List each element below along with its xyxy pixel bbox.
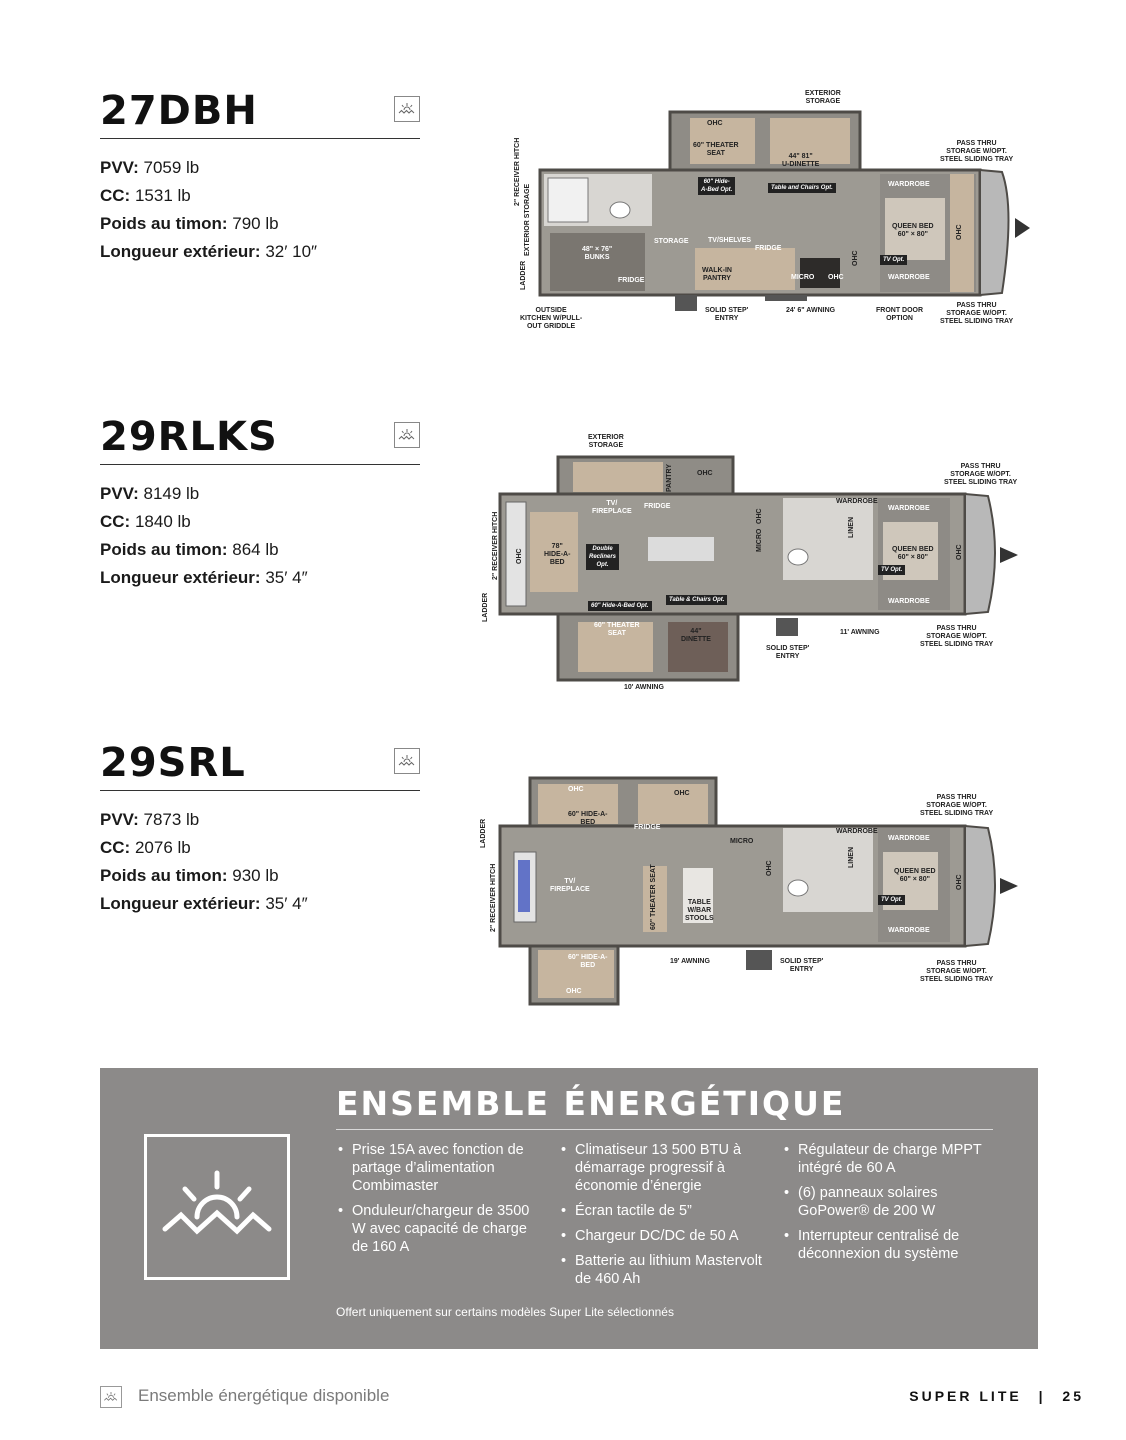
feature-column-1 [336, 1141, 546, 1263]
label-hide-a-bed-top: 60" HIDE-A- BED [568, 811, 608, 826]
label-tv-fireplace: TV/ FIREPLACE [550, 878, 590, 893]
model-title: 29SRL [100, 740, 246, 786]
label-wardrobe-a: WARDROBE [836, 828, 878, 835]
label-receiver-hitch: 2" RECEIVER HITCH [492, 511, 499, 580]
label-wardrobe-b: WARDROBE [888, 505, 930, 512]
floorplan-29srl [478, 772, 1040, 1012]
panel-footnote: Offert uniquement sur certains modèles Super Lite sélectionnés [336, 1305, 674, 1319]
label-ohc-top: OHC [697, 470, 713, 477]
footer-legend: Ensemble énergétique disponible [138, 1386, 390, 1405]
label-queen-bed: QUEEN BED 60" × 80" [892, 546, 934, 561]
label-linen: LINEN [848, 517, 855, 538]
panel-divider [336, 1129, 993, 1130]
label-walk-in-pantry: WALK-IN PANTRY [702, 267, 732, 282]
label-11-awning: 11' AWNING [840, 629, 880, 636]
label-bunks: 48" × 76" BUNKS [582, 246, 613, 261]
spec-gvwr: PVV: 7873 lb [100, 810, 200, 829]
label-ohc-front: OHC [956, 224, 963, 240]
feature-column-3 [782, 1141, 992, 1270]
label-solid-step-entry: SOLID STEP' ENTRY [780, 958, 824, 973]
label-pass-thru-bottom: PASS THRU STORAGE W/OPT. STEEL SLIDING TRAY [920, 960, 994, 983]
label-outside-kitchen: OUTSIDE KITCHEN W/PULL- OUT GRIDDLE [520, 307, 583, 330]
feature-item: • Écran tactile de 5” [559, 1202, 769, 1220]
label-dinette: 44" DINETTE [681, 628, 711, 643]
feature-item: • Interrupteur centralisé de déconnexion du système [782, 1227, 992, 1263]
label-awning: 24' 6" AWNING [786, 307, 836, 314]
label-hide-a-bed-bottom: 60" HIDE-A- BED [568, 954, 608, 969]
label-ladder: LADDER [480, 818, 487, 848]
label-hide-bed-opt: 60" Hide- A-Bed Opt. [698, 177, 735, 195]
page-number: 25 [1062, 1388, 1084, 1404]
spec-cc: CC: 1840 lb [100, 512, 191, 531]
label-ohc-b: OHC [674, 790, 690, 797]
label-fridge-2: FRIDGE [618, 277, 645, 284]
label-wardrobe-bottom: WARDROBE [888, 927, 930, 934]
feature-item: • Régulateur de charge MPPT intégré de 60 A [782, 1141, 992, 1177]
energy-package-icon [394, 96, 420, 122]
label-micro: MICRO [791, 274, 815, 281]
label-wardrobe-top: WARDROBE [888, 181, 930, 188]
label-front-door-option: FRONT DOOR OPTION [876, 307, 924, 322]
panel-title: ENSEMBLE ÉNERGÉTIQUE [336, 1084, 846, 1123]
label-tv-opt: TV Opt. [878, 565, 905, 575]
label-hide-a-bed-opt: 60" Hide-A-Bed Opt. [588, 601, 652, 611]
label-micro: MICRO [756, 528, 763, 552]
footer-brand [909, 1388, 1084, 1404]
label-theater-seat: 60" THEATER SEAT [693, 142, 739, 157]
feature-item: • Prise 15A avec fonction de partage d’alimentation Combimaster [336, 1141, 546, 1195]
label-theater-seat: 60" THEATER SEAT [594, 622, 640, 637]
model-27dbh [100, 88, 420, 261]
label-19-awning: 19' AWNING [670, 958, 710, 965]
label-ohc: OHC [707, 120, 723, 127]
label-solid-step-entry: SOLID STEP' ENTRY [705, 307, 749, 322]
title-divider [100, 790, 420, 791]
label-double-recliners: Double Recliners Opt. [586, 544, 619, 570]
feature-item: • Chargeur DC/DC de 50 A [559, 1227, 769, 1245]
feature-item: • Batterie au lithium Mastervolt de 460 Ah [559, 1252, 769, 1288]
spec-hitch-weight: Poids au timon: 790 lb [100, 214, 279, 233]
spec-cc: CC: 1531 lb [100, 186, 191, 205]
model-title: 29RLKS [100, 414, 278, 460]
spec-list [100, 480, 420, 592]
energy-package-large-icon [144, 1134, 290, 1280]
spec-length: Longueur extérieur: 32′ 10″ [100, 242, 318, 261]
label-micro: MICRO [730, 838, 754, 845]
label-pantry: PANTRY [666, 464, 673, 492]
label-storage: STORAGE [654, 238, 689, 245]
label-ohc-side: OHC [852, 250, 859, 266]
label-ohc-mid: OHC [828, 274, 844, 281]
label-10-awning: 10' AWNING [624, 684, 664, 691]
energy-package-icon [394, 422, 420, 448]
label-ohc-a: OHC [568, 786, 584, 793]
label-queen-bed: QUEEN BED 60" × 80" [892, 223, 934, 238]
spec-gvwr: PVV: 7059 lb [100, 158, 200, 177]
title-divider [100, 138, 420, 139]
label-receiver-hitch: 2" RECEIVER HITCH [514, 137, 521, 206]
spec-hitch-weight: Poids au timon: 864 lb [100, 540, 279, 559]
model-29srl [100, 740, 420, 913]
label-tv-fireplace: TV/ FIREPLACE [592, 500, 632, 515]
spec-gvwr: PVV: 8149 lb [100, 484, 200, 503]
label-theater-seat: 60" THEATER SEAT [650, 864, 657, 930]
label-linen: LINEN [848, 847, 855, 868]
label-fridge: FRIDGE [755, 245, 782, 252]
label-wardrobe-bottom: WARDROBE [888, 274, 930, 281]
energy-package-icon [394, 748, 420, 774]
label-exterior-storage: EXTERIOR STORAGE [588, 434, 624, 449]
brand-separator: | [1038, 1388, 1046, 1404]
label-pass-thru-bottom: PASS THRU STORAGE W/OPT. STEEL SLIDING TRAY [940, 302, 1014, 325]
label-table-chairs-opt: Table & Chairs Opt. [666, 595, 727, 605]
label-ohc-front: OHC [956, 874, 963, 890]
label-hide-a-bed: 78" HIDE-A- BED [544, 543, 571, 566]
spec-list [100, 806, 420, 918]
spec-length: Longueur extérieur: 35′ 4″ [100, 894, 308, 913]
spec-hitch-weight: Poids au timon: 930 lb [100, 866, 279, 885]
energy-package-panel [100, 1068, 1038, 1349]
label-queen-bed: QUEEN BED 60" × 80" [894, 868, 936, 883]
label-pass-thru-bottom: PASS THRU STORAGE W/OPT. STEEL SLIDING TRAY [920, 625, 994, 648]
label-ohc-side: OHC [756, 508, 763, 524]
floorplan-27dbh [510, 88, 1040, 338]
sun-wave-icon [147, 1137, 287, 1277]
label-ohc-bottom: OHC [566, 988, 582, 995]
label-tv-opt: TV Opt. [878, 895, 905, 905]
label-ladder: LADDER [482, 592, 489, 622]
feature-item: • (6) panneaux solaires GoPower® de 200 W [782, 1184, 992, 1220]
floorplan-drawing [510, 88, 1040, 338]
floorplan-29rlks [478, 432, 1040, 694]
label-wardrobe-b: WARDROBE [888, 835, 930, 842]
label-ohc-side: OHC [766, 860, 773, 876]
label-ohc-rear: OHC [516, 548, 523, 564]
label-pass-thru-top: PASS THRU STORAGE W/OPT. STEEL SLIDING TRAY [944, 463, 1018, 486]
label-tv-opt: TV Opt. [880, 255, 907, 265]
feature-column-2 [559, 1141, 769, 1295]
label-solid-step-entry: SOLID STEP' ENTRY [766, 645, 810, 660]
label-table-bar-stools: TABLE W/BAR STOOLS [685, 899, 714, 922]
label-fridge: FRIDGE [644, 503, 671, 510]
label-ladder: LADDER [520, 260, 527, 290]
spec-cc: CC: 2076 lb [100, 838, 191, 857]
brand-name: SUPER LITE [909, 1388, 1022, 1404]
label-pass-thru-top: PASS THRU STORAGE W/OPT. STEEL SLIDING TRAY [940, 140, 1014, 163]
feature-item: • Onduleur/chargeur de 3500 W avec capacité de charge de 160 A [336, 1202, 546, 1256]
energy-package-icon [100, 1386, 122, 1408]
label-exterior-storage: EXTERIOR STORAGE [805, 90, 841, 105]
label-dinette: 44" 81" U-DINETTE [782, 153, 820, 168]
label-wardrobe-a: WARDROBE [836, 498, 878, 505]
model-29rlks [100, 414, 420, 587]
spec-list [100, 154, 420, 266]
label-receiver-hitch: 2" RECEIVER HITCH [490, 863, 497, 932]
label-tv-shelves: TV/SHELVES [708, 237, 752, 244]
label-pass-thru-top: PASS THRU STORAGE W/OPT. STEEL SLIDING TRAY [920, 794, 994, 817]
label-table-chairs-opt: Table and Chairs Opt. [768, 183, 836, 193]
model-title: 27DBH [100, 88, 258, 134]
label-fridge: FRIDGE [634, 824, 661, 831]
label-wardrobe-bottom: WARDROBE [888, 598, 930, 605]
title-divider [100, 464, 420, 465]
feature-item: • Climatiseur 13 500 BTU à démarrage progressif à économie d’énergie [559, 1141, 769, 1195]
label-exterior-storage-side: EXTERIOR STORAGE [524, 183, 531, 256]
label-ohc-front: OHC [956, 544, 963, 560]
spec-length: Longueur extérieur: 35′ 4″ [100, 568, 308, 587]
